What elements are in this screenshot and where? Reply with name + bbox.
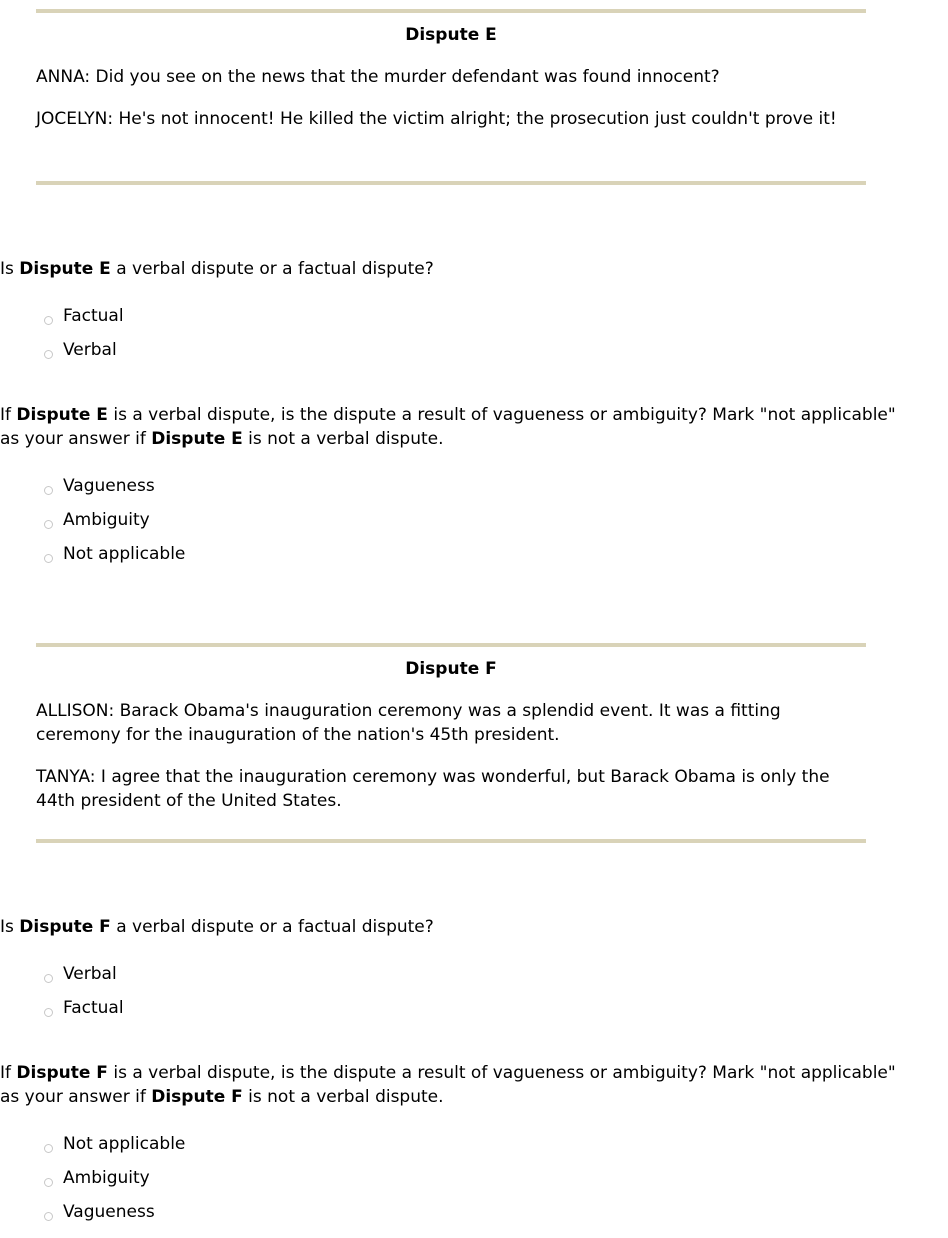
question-text: a verbal dispute or a factual dispute? xyxy=(110,259,434,279)
option-label: Verbal xyxy=(63,964,117,984)
question-text: Is xyxy=(0,917,20,937)
radio-button[interactable] xyxy=(44,350,53,359)
dispute-f-paragraph-allison: ALLISON: Barack Obama's inauguration ceremony was a splendid event. It was a fitting ceremony for the inauguration of the nation's 45th president. xyxy=(36,701,781,745)
question-bold: Dispute E xyxy=(19,259,111,279)
radio-button[interactable] xyxy=(44,1178,53,1187)
question-bold: Dispute F xyxy=(19,917,111,937)
radio-button[interactable] xyxy=(44,1008,53,1017)
dispute-e-paragraph-anna: ANNA: Did you see on the news that the murder defendant was found innocent? xyxy=(36,67,720,87)
option-label: Factual xyxy=(63,998,124,1018)
dispute-f-title: Dispute F xyxy=(405,659,497,679)
radio-button[interactable] xyxy=(44,974,53,983)
dispute-e-question-1 xyxy=(0,257,900,281)
dispute-e-q1-option-factual[interactable] xyxy=(44,304,124,328)
dispute-f-q2-option-vagueness[interactable] xyxy=(44,1200,155,1224)
dispute-f-q2-option-not-applicable[interactable] xyxy=(44,1132,185,1156)
radio-button[interactable] xyxy=(44,520,53,529)
option-label: Factual xyxy=(63,306,124,326)
option-label: Vagueness xyxy=(63,1202,155,1222)
question-text: is a verbal dispute, is the dispute a result of vagueness or ambiguity? Mark "not applicable" as your answer if xyxy=(0,1063,896,1107)
dispute-f-q1-option-factual[interactable] xyxy=(44,996,124,1020)
question-bold: Dispute F xyxy=(16,1063,108,1083)
question-text: If xyxy=(0,1063,17,1083)
dispute-e-title: Dispute E xyxy=(405,25,497,45)
question-text: If xyxy=(0,405,17,425)
radio-button[interactable] xyxy=(44,1144,53,1153)
question-text: is not a verbal dispute. xyxy=(242,1087,444,1107)
question-text: is a verbal dispute, is the dispute a result of vagueness or ambiguity? Mark "not applicable" as your answer if xyxy=(0,405,896,449)
question-bold: Dispute E xyxy=(16,405,108,425)
dispute-e-paragraph-jocelyn: JOCELYN: He's not innocent! He killed the victim alright; the prosecution just couldn't prove it! xyxy=(36,109,837,129)
question-bold: Dispute E xyxy=(151,429,243,449)
dispute-f-q1-option-verbal[interactable] xyxy=(44,962,117,986)
option-label: Not applicable xyxy=(63,1134,186,1154)
question-bold: Dispute F xyxy=(151,1087,243,1107)
dispute-e-box xyxy=(36,9,866,185)
radio-button[interactable] xyxy=(44,1212,53,1221)
question-text: a verbal dispute or a factual dispute? xyxy=(110,917,434,937)
dispute-e-question-2 xyxy=(0,403,900,451)
dispute-f-box xyxy=(36,643,866,843)
dispute-f-q2-option-ambiguity[interactable] xyxy=(44,1166,150,1190)
dispute-e-q2-option-ambiguity[interactable] xyxy=(44,508,150,532)
dispute-f-question-2 xyxy=(0,1061,900,1109)
dispute-f-paragraph-tanya: TANYA: I agree that the inauguration ceremony was wonderful, but Barack Obama is only the 44th president of the United States. xyxy=(36,767,830,811)
radio-button[interactable] xyxy=(44,316,53,325)
option-label: Not applicable xyxy=(63,544,186,564)
option-label: Ambiguity xyxy=(63,1168,150,1188)
option-label: Ambiguity xyxy=(63,510,150,530)
option-label: Vagueness xyxy=(63,476,155,496)
question-text: is not a verbal dispute. xyxy=(242,429,444,449)
dispute-e-q1-option-verbal[interactable] xyxy=(44,338,117,362)
dispute-f-question-1 xyxy=(0,915,900,939)
dispute-e-q2-option-vagueness[interactable] xyxy=(44,474,155,498)
radio-button[interactable] xyxy=(44,486,53,495)
question-text: Is xyxy=(0,259,20,279)
radio-button[interactable] xyxy=(44,554,53,563)
option-label: Verbal xyxy=(63,340,117,360)
dispute-e-q2-option-not-applicable[interactable] xyxy=(44,542,185,566)
